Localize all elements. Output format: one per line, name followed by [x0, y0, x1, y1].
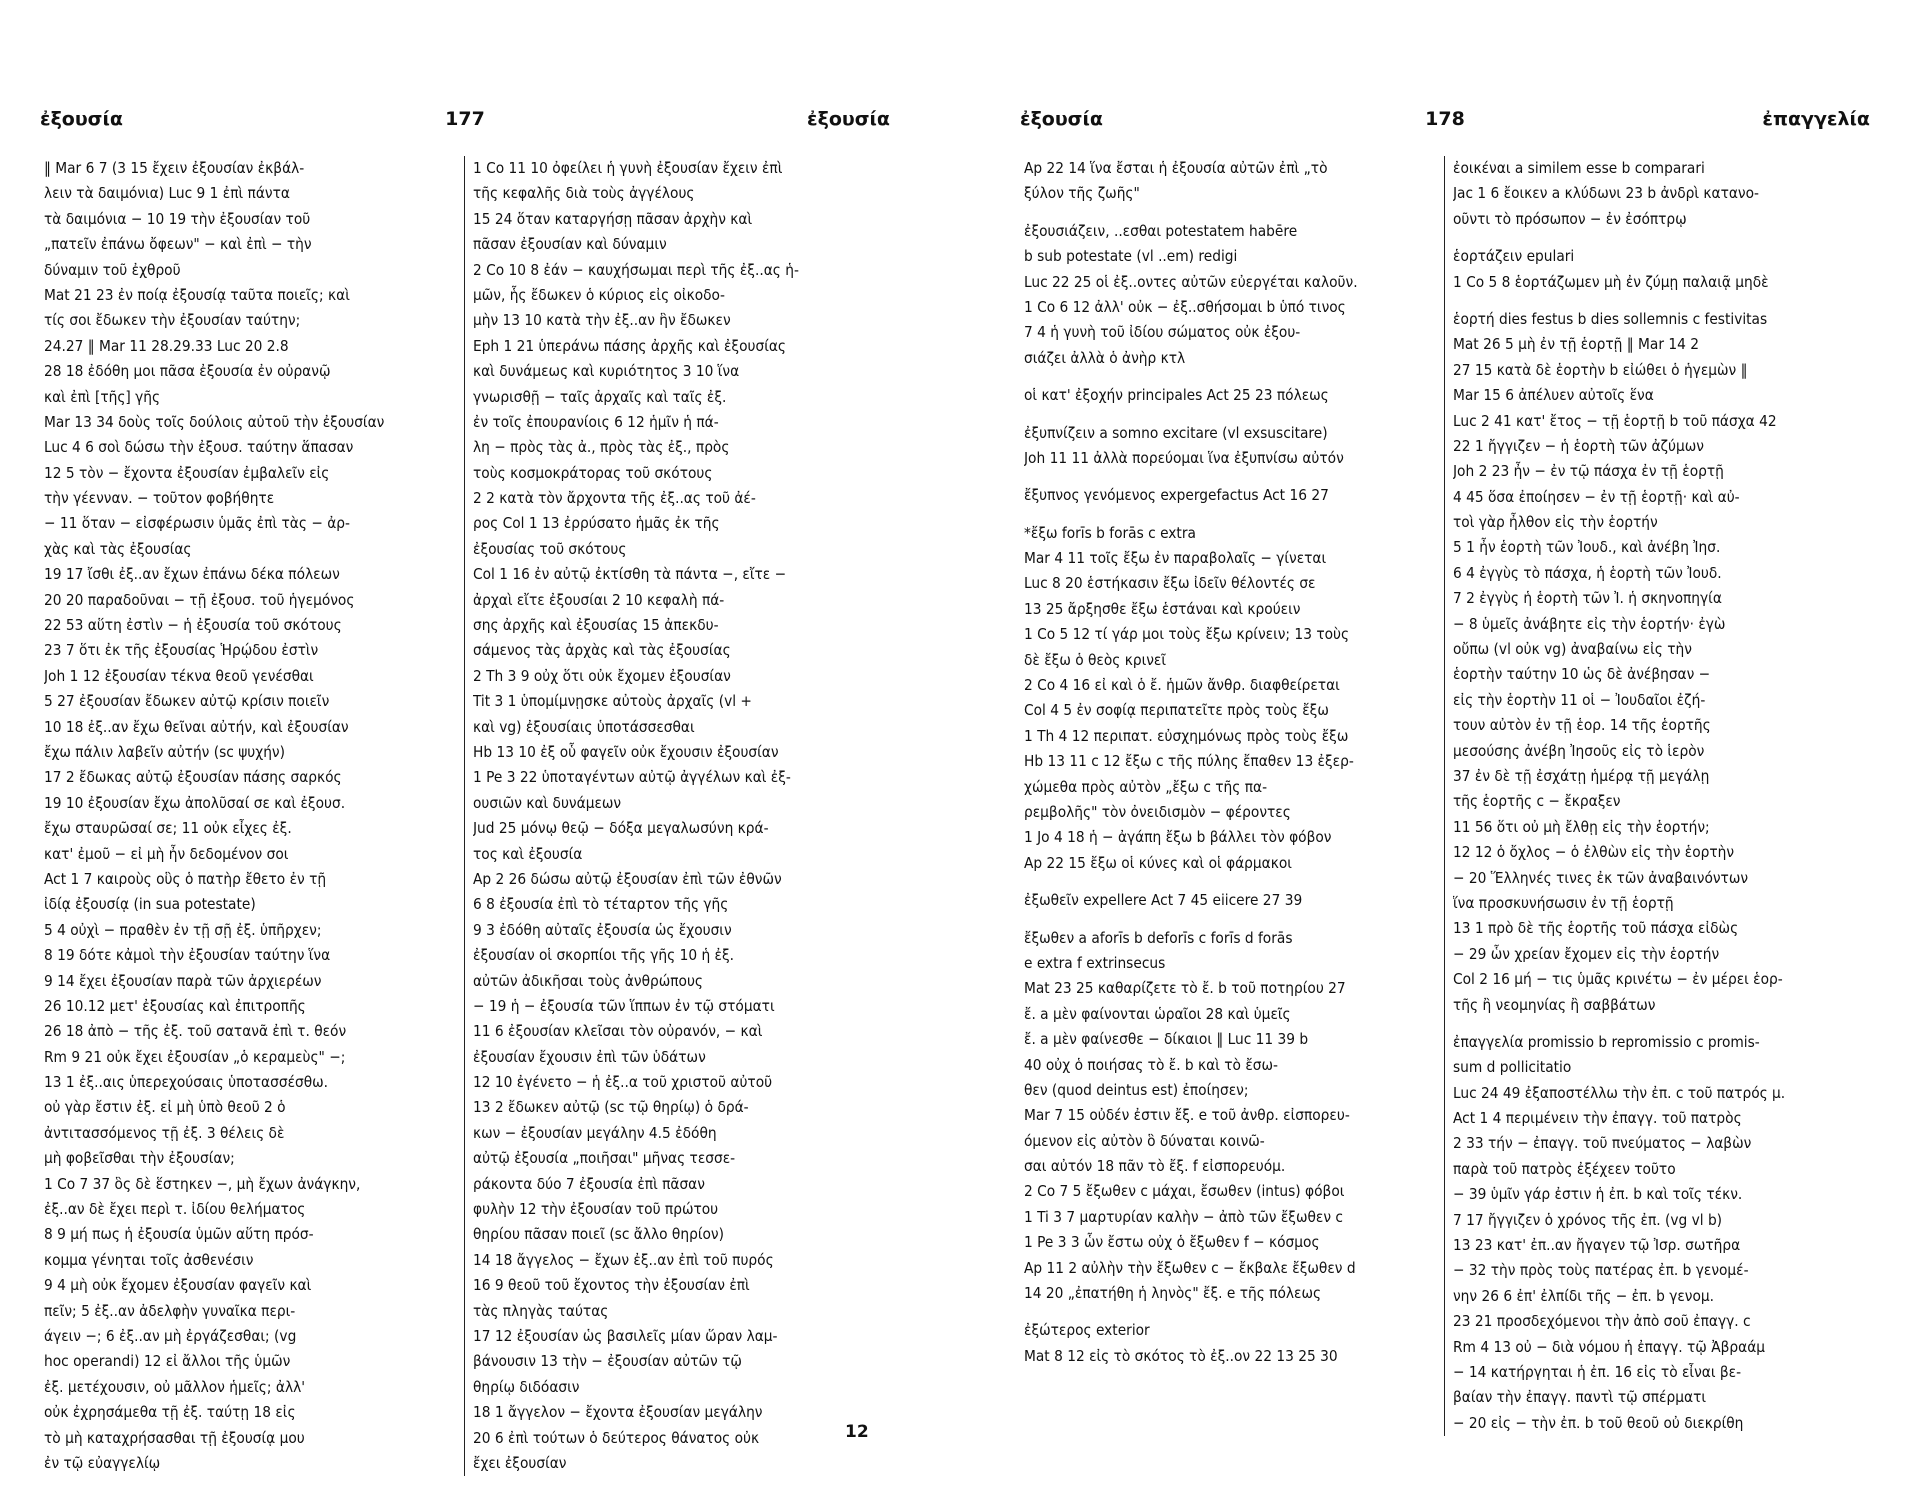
text-line: ἐν τοῖς ἐπουρανίοις 6 12 ἡμῖν ἡ πά- [473, 412, 719, 431]
text-line: νην 26 6 ἐπ' ἐλπίδι τῆς − ἐπ. b γενομ. [1453, 1286, 1715, 1305]
text-line: Hb 13 11 c 12 ἔξω c τῆς πύλης ἔπαθεν 13 ἐξερ- [1024, 752, 1354, 771]
text-line: 20 20 παραδοῦναι − τῇ ἐξουσ. τοῦ ἡγεμόνος [44, 590, 355, 609]
text-line: χὰς καὶ τὰς ἐξουσίας [44, 539, 192, 558]
text-line: οὐκ ἐχρησάμεθα τῇ ἐξ. ταύτῃ 18 εἰς [44, 1403, 296, 1422]
text-line: 19 10 ἐξουσίαν ἔχω ἀπολῦσαί σε καὶ ἐξουσ. [44, 793, 346, 812]
text-line: ἐξ. μετέχουσιν, οὐ μᾶλλον ἡμεῖς; ἀλλ' [44, 1377, 306, 1396]
text-line: − 39 ὑμῖν γάρ ἐστιν ἡ ἐπ. b καὶ τοῖς τέκν. [1453, 1185, 1743, 1204]
text-line: παρὰ τοῦ πατρὸς ἐξέχεεν τοῦτο [1453, 1159, 1676, 1178]
text-line: Eph 1 21 ὑπεράνω πάσης ἀρχῆς καὶ ἐξουσίας [473, 336, 787, 355]
text-line: 40 οὐχ ὁ ποιήσας τὸ ἔ. b καὶ τὸ ἔσω- [1024, 1055, 1278, 1074]
text-line: ἔχω σταυρῶσαί σε; 11 οὐκ εἶχες ἐξ. [44, 819, 292, 838]
text-line: αὐτῷ ἐξουσία „ποιῆσαι" μῆνας τεσσε- [473, 1149, 736, 1168]
text-line: 2 Co 4 16 εἰ καὶ ὁ ἔ. ἡμῶν ἄνθρ. διαφθείρεται [1024, 676, 1340, 695]
text-line: − 20 εἰς − τὴν ἐπ. b τοῦ θεοῦ οὐ διεκρίθη [1453, 1413, 1744, 1432]
text-line: κων − ἐξουσίαν μεγάλην 4.5 ἐδόθη [473, 1123, 717, 1142]
text-line: − 32 τὴν πρὸς τοὺς πατέρας ἐπ. b γενομέ- [1453, 1261, 1749, 1280]
text-line: − 29 ὧν χρείαν ἔχομεν εἰς τὴν ἑορτήν [1453, 944, 1720, 963]
text-line: τουν αὐτὸν ἐν τῇ ἑορ. 14 τῆς ἑορτῆς [1453, 716, 1711, 735]
text-line: Luc 24 49 ἐξαποστέλλω τὴν ἐπ. c τοῦ πατρός μ. [1453, 1083, 1786, 1102]
page-number: 178 [1425, 108, 1465, 130]
text-line: 13 23 κατ' ἐπ..αν ἤγαγεν τῷ Ἰσρ. σωτῆρα [1453, 1236, 1741, 1255]
text-line: Mar 4 11 τοῖς ἔξω ἐν παραβολαῖς − γίνεται [1024, 549, 1327, 568]
text-line: μὴ φοβεῖσθαι τὴν ἐξουσίαν; [44, 1149, 235, 1168]
text-line: 13 1 ἐξ..αις ὑπερεχούσαις ὑποτασσέσθω. [44, 1073, 329, 1092]
head-right-word: ἐπαγγελία [1762, 108, 1870, 130]
text-line: 1 Ti 3 7 μαρτυρίαν καλὴν − ἀπὸ τῶν ἔξωθεν c [1024, 1207, 1343, 1226]
text-line: 12 5 τὸν − ἔχοντα ἐξουσίαν ἐμβαλεῖν εἰς [44, 463, 330, 482]
text-line: ἐξουσίας τοῦ σκότους [473, 539, 627, 558]
text-line: 26 10.12 μετ' ἐξουσίας καὶ ἐπιτροπῆς [44, 996, 306, 1015]
text-line: 9 3 ἐδόθη αὐταῖς ἐξουσία ὡς ἔχουσιν [473, 920, 732, 939]
text-line: λη − πρὸς τὰς ἀ., πρὸς τὰς ἐξ., πρὸς [473, 438, 730, 457]
text-line: − 20 Ἕλληνές τινες ἐκ τῶν ἀναβαινόντων [1453, 868, 1749, 887]
head-left-word: ἐξουσία [40, 108, 123, 130]
text-line: Hb 13 10 ἐξ οὗ φαγεῖν οὐκ ἔχουσιν ἐξουσίαν [473, 742, 779, 761]
text-line: ρος Col 1 13 ἐρρύσατο ἡμᾶς ἐκ τῆς [473, 514, 720, 533]
text-line: hoc operandi) 12 εἰ ἄλλοι τῆς ὑμῶν [44, 1352, 291, 1371]
text-line: μὴν 13 10 κατὰ τὴν ἐξ..αν ἣν ἔδωκεν [473, 311, 731, 330]
entry-gap [1024, 471, 1438, 483]
text-line: Mat 26 5 μὴ ἐν τῇ ἑορτῇ ‖ Mar 14 2 [1453, 335, 1699, 354]
text-line: 6 4 ἐγγὺς τὸ πάσχα, ἡ ἑορτὴ τῶν Ἰουδ. [1453, 563, 1722, 582]
text-line: 1 Co 6 12 ἀλλ' οὐκ − ἐξ..σθήσομαι b ὑπό τινος [1024, 297, 1346, 316]
text-line: 14 20 „ἐπατήθη ἡ ληνὸς" ἔξ. e τῆς πόλεως [1024, 1284, 1322, 1303]
text-line: όμενον εἰς αὐτὸν ὃ δύναται κοινῶ- [1024, 1131, 1265, 1150]
text-line: Tit 3 1 ὑπομίμνῃσκε αὐτοὺς ἀρχαῖς (vl + [473, 692, 752, 711]
text-line: 1 Jo 4 18 ἡ − ἀγάπη ἔξω b βάλλει τὸν φόβον [1024, 828, 1332, 847]
text-line: ἐξουσίαν οἱ σκορπίοι τῆς γῆς 10 ἡ ἐξ. [473, 946, 735, 965]
text-line: 13 25 ἄρξησθε ἔξω ἑστάναι καὶ κρούειν [1024, 599, 1301, 618]
text-line: 20 6 ἐπὶ τούτων ὁ δεύτερος θάνατος οὐκ [473, 1428, 760, 1447]
text-line: Mar 7 15 οὐδέν ἐστιν ἔξ. e τοῦ ἀνθρ. εἰσπορευ- [1024, 1106, 1350, 1125]
text-line: μῶν, ἧς ἔδωκεν ὁ κύριος εἰς οἰκοδο- [473, 285, 725, 304]
left-page-column-2 [465, 156, 890, 1476]
text-line: 1 Co 5 8 ἑορτάζωμεν μὴ ἐν ζύμῃ παλαιᾷ μηδὲ [1453, 272, 1769, 291]
entry-gap [1453, 1018, 1866, 1030]
text-line: 5 1 ἦν ἑορτὴ τῶν Ἰουδ., καὶ ἀνέβη Ἰησ. [1453, 538, 1721, 557]
text-line: κομμα γένηται τοῖς ἀσθενέσιν [44, 1250, 254, 1269]
text-line: 2 Co 10 8 ἐάν − καυχήσωμαι περὶ τῆς ἐξ..ας ἡ- [473, 260, 799, 279]
right-page-column-2 [1445, 156, 1870, 1436]
text-line: τὰς πληγὰς ταύτας [473, 1301, 609, 1320]
text-line: τοὶ γὰρ ἦλθον εἰς τὴν ἑορτήν [1453, 513, 1658, 532]
text-line: ἔ. a μὲν φαίνεσθε − δίκαιοι ‖ Luc 11 39 b [1024, 1030, 1309, 1049]
text-line: Col 2 16 μή − τις ὑμᾶς κρινέτω − ἐν μέρει ἑορ- [1453, 970, 1783, 989]
text-line: φυλὴν 12 τὴν ἐξουσίαν τοῦ πρώτου [473, 1200, 719, 1219]
text-line: τος καὶ ἐξουσία [473, 844, 583, 863]
text-line: Col 1 16 ἐν αὐτῷ ἐκτίσθη τὰ πάντα −, εἴτε − [473, 565, 787, 584]
text-line: 26 18 ἀπὸ − τῆς ἐξ. τοῦ σατανᾶ ἐπὶ τ. θεόν [44, 1022, 347, 1041]
text-line: τὰ δαιμόνια − 10 19 τὴν ἐξουσίαν τοῦ [44, 209, 311, 228]
text-line: σης ἀρχῆς καὶ ἐξουσίας 15 ἀπεκδυ- [473, 616, 719, 635]
text-line: γνωρισθῇ − ταῖς ἀρχαῖς καὶ ταῖς ἐξ. [473, 387, 727, 406]
page-number: 177 [445, 108, 485, 130]
text-line: „πατεῖν ἐπάνω ὄφεων" − καὶ ἐπὶ − τὴν [44, 235, 312, 254]
text-line: 12 10 ἐγένετο − ἡ ἐξ..α τοῦ χριστοῦ αὐτοῦ [473, 1073, 773, 1092]
text-line: ἐξυπνίζειν a somno excitare (vl exsuscitare) [1024, 423, 1328, 442]
text-line: 5 27 ἐξουσίαν ἔδωκεν αὐτῷ κρίσιν ποιεῖν [44, 692, 330, 711]
text-line: ἐξωθεῖν expellere Act 7 45 eiicere 27 39 [1024, 891, 1303, 910]
text-line: βάνουσιν 13 τὴν − ἐξουσίαν αὐτῶν τῷ [473, 1352, 742, 1371]
entry-gap [1024, 409, 1438, 421]
text-line: 19 17 ἴσθι ἐξ..αν ἔχων ἐπάνω δέκα πόλεων [44, 565, 340, 584]
text-line: 23 7 ὅτι ἐκ τῆς ἐξουσίας Ἡρῴδου ἐστὶν [44, 641, 319, 660]
text-line: ἀντιτασσόμενος τῇ ἐξ. 3 θέλεις δὲ [44, 1123, 285, 1142]
text-line: ἔχω πάλιν λαβεῖν αὐτήν (sc ψυχήν) [44, 742, 285, 761]
text-line: ρεμβολῆς" τὸν ὀνειδισμὸν − φέροντες [1024, 802, 1291, 821]
text-line: τῆς κεφαλῆς διὰ τοὺς ἀγγέλους [473, 184, 695, 203]
text-line: 22 1 ἤγγιζεν − ἡ ἑορτὴ τῶν ἀζύμων [1453, 436, 1704, 455]
entry-gap [1024, 914, 1438, 926]
text-line: Luc 8 20 ἑστήκασιν ἔξω ἰδεῖν θέλοντές σε [1024, 574, 1316, 593]
text-line: 17 2 ἔδωκας αὐτῷ ἐξουσίαν πάσης σαρκός [44, 768, 342, 787]
text-line: 11 56 ὅτι οὐ μὴ ἔλθῃ εἰς τὴν ἑορτήν; [1453, 817, 1710, 836]
text-line: καὶ ἐπὶ [τῆς] γῆς [44, 387, 161, 406]
text-line: ‖ Mar 6 7 (3 15 ἔχειν ἐξουσίαν ἐκβάλ- [44, 159, 305, 177]
text-line: τίς σοι ἔδωκεν τὴν ἐξουσίαν ταύτην; [44, 311, 301, 330]
text-line: 5 4 οὐχὶ − πραθὲν ἐν τῇ σῇ ἐξ. ὑπῆρχεν; [44, 920, 322, 939]
text-line: 2 Th 3 9 οὐχ ὅτι οὐκ ἔχομεν ἐξουσίαν [473, 666, 731, 685]
text-line: θηρίῳ διδόασιν [473, 1377, 580, 1396]
text-line: οὐ γὰρ ἔστιν ἐξ. εἰ μὴ ὑπὸ θεοῦ 2 ὁ [44, 1098, 286, 1117]
text-line: θηρίου πᾶσαν ποιεῖ (sc ἄλλο θηρίον) [473, 1225, 724, 1244]
text-line: 18 1 ἄγγελον − ἔχοντα ἐξουσίαν μεγάλην [473, 1403, 763, 1422]
text-line: δὲ ἔξω ὁ θεὸς κρινεῖ [1024, 650, 1167, 669]
text-line: − 8 ὑμεῖς ἀνάβητε εἰς τὴν ἑορτήν· ἐγὼ [1453, 614, 1726, 633]
entry-gap [1024, 207, 1438, 219]
text-line: 10 18 ἐξ..αν ἔχω θεῖναι αὐτήν, καὶ ἐξουσίαν [44, 717, 349, 736]
text-line: τῆς ἑορτῆς c − ἔκραξεν [1453, 792, 1621, 811]
right-page-column-1 [1020, 156, 1445, 1436]
text-line: 1 Co 11 10 ὀφείλει ἡ γυνὴ ἐξουσίαν ἔχειν ἐπὶ [473, 159, 783, 177]
left-page [40, 108, 890, 1472]
text-line: αὐτῶν ἀδικῆσαι τοὺς ἀνθρώπους [473, 971, 703, 990]
text-line: τὴν γέενναν. − τοῦτον φοβήθητε [44, 489, 275, 508]
left-page-column-1 [40, 156, 465, 1476]
text-line: Act 1 7 καιροὺς οὓς ὁ πατὴρ ἔθετο ἐν τῇ [44, 869, 327, 888]
text-line: θεν (quod deintus est) ἐποίησεν; [1024, 1080, 1249, 1099]
right-page [1020, 108, 1870, 1432]
text-line: 9 4 μὴ οὐκ ἔχομεν ἐξουσίαν φαγεῖν καὶ [44, 1276, 312, 1295]
text-line: Rm 9 21 οὐκ ἔχει ἐξουσίαν „ὁ κεραμεὺς" −; [44, 1047, 346, 1066]
text-line: Luc 4 6 σοὶ δώσω τὴν ἐξουσ. ταύτην ἅπασαν [44, 438, 354, 457]
text-line: 2 2 κατὰ τὸν ἄρχοντα τῆς ἐξ..ας τοῦ ἀέ- [473, 489, 756, 508]
text-line: 8 9 μή πως ἡ ἐξουσία ὑμῶν αὕτη πρόσ- [44, 1225, 314, 1244]
text-line: 17 12 ἐξουσίαν ὡς βασιλεῖς μίαν ὥραν λαμ- [473, 1326, 778, 1345]
text-line: οὔπω (vl οὐκ vg) ἀναβαίνω εἰς τὴν [1453, 640, 1692, 659]
text-line: δύναμιν τοῦ ἐχθροῦ [44, 260, 181, 279]
text-line: πεῖν; 5 ἐξ..αν ἀδελφὴν γυναῖκα περι- [44, 1301, 296, 1320]
head-left-word: ἐξουσία [1020, 108, 1103, 130]
text-line: 15 24 ὅταν καταργήσῃ πᾶσαν ἀρχὴν καὶ [473, 209, 753, 228]
text-line: 28 18 ἐδόθη μοι πᾶσα ἐξουσία ἐν οὐρανῷ [44, 362, 331, 381]
entry-gap [1024, 876, 1438, 888]
text-line: 12 12 ὁ ὄχλος − ὁ ἐλθὼν εἰς τὴν ἑορτὴν [1453, 843, 1735, 862]
text-line: Jac 1 6 ἔοικεν a κλύδωνι 23 b ἀνδρὶ κατανο- [1453, 184, 1759, 203]
text-line: ἔξυπνος γενόμενος expergefactus Act 16 27 [1024, 486, 1329, 505]
text-line: 1 Pe 3 3 ὧν ἔστω οὐχ ὁ ἔξωθεν f − κόσμος [1024, 1233, 1320, 1252]
text-line: − 19 ἡ − ἐξουσία τῶν ἵππων ἐν τῷ στόματι [473, 996, 775, 1015]
text-line: *ἔξω forīs b forās c extra [1024, 523, 1196, 542]
text-line: − 14 κατήργηται ἡ ἐπ. 16 εἰς τὸ εἶναι βε- [1453, 1362, 1742, 1381]
text-line: 16 9 θεοῦ τοῦ ἔχοντος τὴν ἐξουσίαν ἐπὶ [473, 1276, 750, 1295]
text-line: Joh 11 11 ἀλλὰ πορεύομαι ἵνα ἐξυπνίσω αὐτόν [1024, 448, 1344, 467]
text-line: ἀρχαὶ εἴτε ἐξουσίαι 2 10 κεφαλὴ πά- [473, 590, 725, 609]
text-line: καὶ δυνάμεως καὶ κυριότητος 3 10 ἵνα [473, 362, 740, 381]
text-line: Ap 2 26 δώσω αὐτῷ ἐξουσίαν ἐπὶ τῶν ἐθνῶν [473, 869, 782, 888]
text-line: τῆς ἢ νεομηνίας ἢ σαββάτων [1453, 995, 1656, 1014]
text-line: ἐπαγγελία promissio b repromissio c promis- [1453, 1032, 1760, 1051]
text-line: ἑορτή dies festus b dies sollemnis c festivitas [1453, 309, 1768, 328]
text-line: sum d pollicitatio [1453, 1058, 1572, 1077]
text-line: ἑορτὴν ταύτην 10 ὡς δὲ ἀνέβησαν − [1453, 665, 1711, 684]
text-line: Ap 11 2 αὐλὴν τὴν ἔξωθεν c − ἔκβαλε ἔξωθεν d [1024, 1258, 1356, 1277]
text-line: σαι αὐτόν 18 πᾶν τὸ ἔξ. f εἰσπορευόμ. [1024, 1157, 1286, 1176]
text-line: Joh 1 12 ἐξουσίαν τέκνα θεοῦ γενέσθαι [44, 666, 314, 685]
running-head [40, 108, 890, 142]
text-line: οῦντι τὸ πρόσωπον − ἐν ἐσόπτρῳ [1453, 209, 1687, 228]
head-right-word: ἐξουσία [807, 108, 890, 130]
entry-gap [1024, 371, 1438, 383]
text-line: κατ' ἐμοῦ − εἰ μὴ ἦν δεδομένον σοι [44, 844, 289, 863]
text-line: 8 19 δότε κἀμοὶ τὴν ἐξουσίαν ταύτην ἵνα [44, 946, 331, 965]
text-line: 13 1 πρὸ δὲ τῆς ἑορτῆς τοῦ πάσχα εἰδὼς [1453, 919, 1739, 938]
text-line: ἐξώτερος exterior [1024, 1321, 1150, 1340]
text-line: 4 45 ὅσα ἐποίησεν − ἐν τῇ ἑορτῇ· καὶ αὐ- [1453, 487, 1740, 506]
text-line: Mat 21 23 ἐν ποίᾳ ἐξουσίᾳ ταῦτα ποιεῖς; καὶ [44, 285, 350, 304]
text-line: 6 8 ἐξουσία ἐπὶ τὸ τέταρτον τῆς γῆς [473, 895, 729, 914]
text-line: ἐξ..αν δὲ ἔχει περὶ τ. ἰδίου θελήματος [44, 1200, 306, 1219]
text-line: b sub potestate (vl ..em) redigi [1024, 247, 1238, 266]
text-line: Mat 23 25 καθαρίζετε τὸ ἔ. b τοῦ ποτηρίου 27 [1024, 979, 1346, 998]
text-line: Luc 2 41 κατ' ἔτος − τῇ ἑορτῇ b τοῦ πάσχα 42 [1453, 411, 1777, 430]
text-line: e extra f extrinsecus [1024, 953, 1166, 972]
text-line: 1 Co 7 37 ὃς δὲ ἕστηκεν −, μὴ ἔχων ἀνάγκην, [44, 1174, 361, 1193]
text-line: Joh 2 23 ἦν − ἐν τῷ πάσχα ἐν τῇ ἑορτῇ [1453, 462, 1724, 481]
text-line: ἐοικέναι a similem esse b comparari [1453, 159, 1705, 177]
text-line: άγειν −; 6 ἐξ..αν μὴ ἐργάζεσθαι; (vg [44, 1326, 297, 1345]
text-line: σάμενος τὰς ἀρχὰς καὶ τὰς ἐξουσίας [473, 641, 731, 660]
text-line: μεσούσης ἀνέβη Ἰησοῦς εἰς τὸ ἱερὸν [1453, 741, 1705, 760]
text-line: 7 4 ἡ γυνὴ τοῦ ἰδίου σώματος οὐκ ἐξου- [1024, 323, 1301, 342]
text-line: Jud 25 μόνῳ θεῷ − δόξα μεγαλωσύνη κρά- [473, 819, 769, 838]
text-line: Act 1 4 περιμένειν τὴν ἐπαγγ. τοῦ πατρὸς [1453, 1109, 1742, 1128]
text-line: − 11 ὅταν − εἰσφέρωσιν ὑμᾶς ἐπὶ τὰς − ἀρ- [44, 514, 351, 533]
text-line: 24.27 ‖ Mar 11 28.29.33 Luc 20 2.8 [44, 336, 289, 355]
entry-gap [1453, 232, 1866, 244]
text-line: 37 ἐν δὲ τῇ ἐσχάτῃ ἡμέρᾳ τῇ μεγάλῃ [1453, 766, 1710, 785]
text-line: λειν τὰ δαιμόνια) Luc 9 1 ἐπὶ πάντα [44, 184, 290, 203]
text-line: οἱ κατ' ἐξοχήν principales Act 25 23 πόλεως [1024, 386, 1329, 405]
text-line: 27 15 κατὰ δὲ ἑορτὴν b εἰώθει ὁ ἡγεμὼν ‖ [1453, 360, 1748, 379]
text-line: 2 Co 7 5 ἔξωθεν c μάχαι, ἔσωθεν (intus) φόβοι [1024, 1182, 1345, 1201]
text-line: σιάζει ἀλλὰ ὁ ἀνὴρ κτλ [1024, 348, 1186, 367]
text-line: Rm 4 13 οὐ − διὰ νόμου ἡ ἐπαγγ. τῷ Ἀβραάμ [1453, 1337, 1766, 1356]
text-line: Mar 13 34 δοὺς τοῖς δούλοις αὐτοῦ τὴν ἐξουσίαν [44, 412, 385, 431]
text-line: ουσιῶν καὶ δυνάμεων [473, 793, 622, 812]
text-line: εἰς τὴν ἑορτὴν 11 οἱ − Ἰουδαῖοι ἐζή- [1453, 690, 1706, 709]
text-line: 11 6 ἐξουσίαν κλεῖσαι τὸν οὐρανόν, − καὶ [473, 1022, 763, 1041]
text-line: 7 2 ἐγγὺς ἡ ἑορτὴ τῶν Ἰ. ἡ σκηνοπηγία [1453, 589, 1722, 608]
entry-gap [1453, 295, 1866, 307]
entry-gap [1024, 1306, 1438, 1318]
signature-mark: 12 [845, 1422, 869, 1442]
text-line: 14 18 ἄγγελος − ἔχων ἐξ..αν ἐπὶ τοῦ πυρός [473, 1250, 774, 1269]
text-line: ἐν τῷ εὐαγγελίῳ [44, 1453, 161, 1472]
text-line: ράκοντα δύο 7 ἐξουσία ἐπὶ πᾶσαν [473, 1174, 705, 1193]
text-line: βαίαν τὴν ἐπαγγ. παντὶ τῷ σπέρματι [1453, 1388, 1707, 1407]
running-head [1020, 108, 1870, 142]
text-line: Ap 22 15 ἔξω οἱ κύνες καὶ οἱ φάρμακοι [1024, 853, 1292, 872]
text-line: τοὺς κοσμοκράτορας τοῦ σκότους [473, 463, 713, 482]
text-line: ἐξουσιάζειν, ..εσθαι potestatem habēre [1024, 221, 1298, 240]
text-line: 22 53 αὕτη ἐστὶν − ἡ ἐξουσία τοῦ σκότους [44, 616, 342, 635]
text-line: χώμεθα πρὸς αὐτὸν „ἔξω c τῆς πα- [1024, 777, 1268, 796]
text-line: ἵνα προσκυνήσωσιν ἐν τῇ ἑορτῇ [1453, 893, 1674, 912]
text-line: ἰδίᾳ ἐξουσίᾳ (in sua potestate) [44, 895, 256, 914]
text-line: 13 2 ἔδωκεν αὐτῷ (sc τῷ θηρίῳ) ὁ δρά- [473, 1098, 749, 1117]
text-line: 1 Th 4 12 περιπατ. εὐσχημόνως πρὸς τοὺς ἔξω [1024, 726, 1349, 745]
text-line: ἔχει ἐξουσίαν [473, 1453, 567, 1472]
text-line: Luc 22 25 οἱ ἐξ..οντες αὐτῶν εὐεργέται καλοῦν. [1024, 272, 1358, 291]
entry-gap [1024, 509, 1438, 521]
text-line: 1 Pe 3 22 ὑποταγέντων αὐτῷ ἀγγέλων καὶ ἐξ- [473, 768, 791, 787]
text-line: ἔ. a μὲν φαίνονται ὡραῖοι 28 καὶ ὑμεῖς [1024, 1004, 1291, 1023]
text-line: 23 21 προσδεχόμενοι τὴν ἀπὸ σοῦ ἐπαγγ. c [1453, 1312, 1751, 1331]
text-line: Mat 8 12 εἰς τὸ σκότος τὸ ἐξ..ον 22 13 25 30 [1024, 1346, 1338, 1365]
text-line: Col 4 5 ἐν σοφίᾳ περιπατεῖτε πρὸς τοὺς ἔξω [1024, 701, 1329, 720]
text-line: Mar 15 6 ἀπέλυεν αὐτοῖς ἕνα [1453, 386, 1654, 405]
text-line: πᾶσαν ἐξουσίαν καὶ δύναμιν [473, 235, 667, 254]
text-line: 7 17 ἤγγιζεν ὁ χρόνος τῆς ἐπ. (vg vl b) [1453, 1210, 1723, 1229]
text-line: ἑορτάζειν epulari [1453, 247, 1575, 266]
text-line: 1 Co 5 12 τί γάρ μοι τοὺς ἔξω κρίνειν; 13 τοὺς [1024, 625, 1350, 644]
text-line: Ap 22 14 ἵνα ἔσται ἡ ἐξουσία αὐτῶν ἐπὶ „τὸ [1024, 159, 1328, 177]
text-line: ἐξουσίαν ἔχουσιν ἐπὶ τῶν ὑδάτων [473, 1047, 706, 1066]
text-line: ξύλον τῆς ζωῆς" [1024, 184, 1140, 203]
text-line: 2 33 τήν − ἐπαγγ. τοῦ πνεύματος − λαβὼν [1453, 1134, 1752, 1153]
text-line: τὸ μὴ καταχρήσασθαι τῇ ἐξουσίᾳ μου [44, 1428, 305, 1447]
text-line: 9 14 ἔχει ἐξουσίαν παρὰ τῶν ἀρχιερέων [44, 971, 322, 990]
text-line: ἔξωθεν a aforīs b deforīs c forīs d forās [1024, 928, 1293, 947]
text-line: καὶ vg) ἐξουσίαις ὑποτάσσεσθαι [473, 717, 695, 736]
